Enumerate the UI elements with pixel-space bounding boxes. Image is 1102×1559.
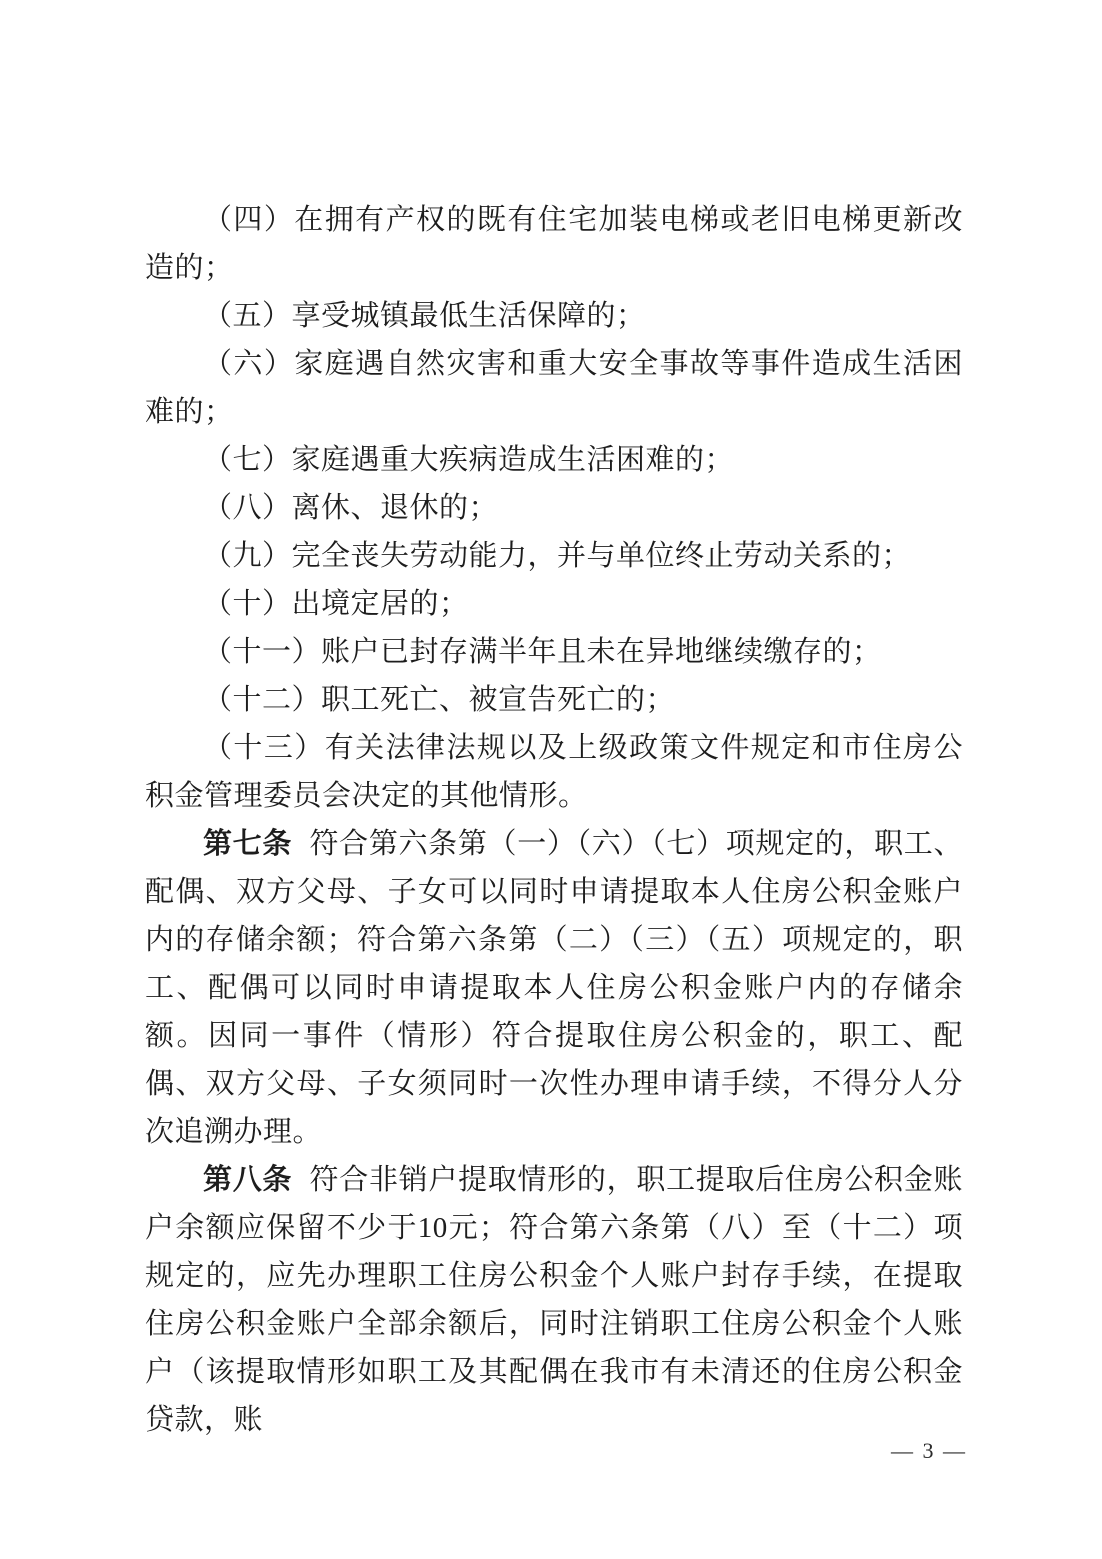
clause-item-11 xyxy=(145,628,963,676)
article-8-paragraph xyxy=(145,1156,963,1444)
article-8-text: 符合非销户提取情形的，职工提取后住房公积金账户余额应保留不少于10元；符合第六条第（八）至（十二）项规定的，应先办理职工住房公积金个人账户封存手续，在提取住房公积金账户全部余额后，同时注销职工住房公积金个人账户（该提取情形如职工及其配偶在我市有未清还的住房公积金贷款，账 xyxy=(145,1164,963,1436)
clause-text: （十二）职工死亡、被宣告死亡的； xyxy=(203,684,676,716)
document-body xyxy=(145,196,963,1444)
clause-text: （十一）账户已封存满半年且未在异地继续缴存的； xyxy=(203,636,882,668)
clause-item-9 xyxy=(145,532,963,580)
clause-item-6 xyxy=(145,340,963,436)
clause-text: （七）家庭遇重大疾病造成生活困难的； xyxy=(203,444,735,476)
article-8-number: 第八条 xyxy=(203,1164,293,1196)
clause-text: （五）享受城镇最低生活保障的； xyxy=(203,300,646,332)
clause-text: （六）家庭遇自然灾害和重大安全事故等事件造成生活困难的； xyxy=(145,348,963,428)
clause-item-10 xyxy=(145,580,963,628)
clause-text: （八）离休、退休的； xyxy=(203,492,499,524)
clause-item-8 xyxy=(145,484,963,532)
clause-text: （九）完全丧失劳动能力，并与单位终止劳动关系的； xyxy=(203,540,912,572)
clause-item-4 xyxy=(145,196,963,292)
clause-item-13 xyxy=(145,724,963,820)
clause-item-12 xyxy=(145,676,963,724)
article-7-number: 第七条 xyxy=(203,828,293,860)
page-number: — 3 — xyxy=(891,1438,967,1463)
clause-item-7 xyxy=(145,436,963,484)
clause-text: （十）出境定居的； xyxy=(203,588,469,620)
article-7-text: 符合第六条第（一）（六）（七）项规定的，职工、配偶、双方父母、子女可以同时申请提取本人住房公积金账户内的存储余额；符合第六条第（二）（三）（五）项规定的，职工、配偶可以同时申请提取本人住房公积金账户内的存储余额。因同一事件（情形）符合提取住房公积金的，职工、配偶、双方父母、子女须同时一次性办理申请手续，不得分人分次追溯办理。 xyxy=(145,828,963,1148)
clause-item-5 xyxy=(145,292,963,340)
clause-text: （十三）有关法律法规以及上级政策文件规定和市住房公积金管理委员会决定的其他情形。 xyxy=(145,732,963,812)
clause-text: （四）在拥有产权的既有住宅加装电梯或老旧电梯更新改造的； xyxy=(145,204,963,284)
article-7-paragraph xyxy=(145,820,963,1156)
